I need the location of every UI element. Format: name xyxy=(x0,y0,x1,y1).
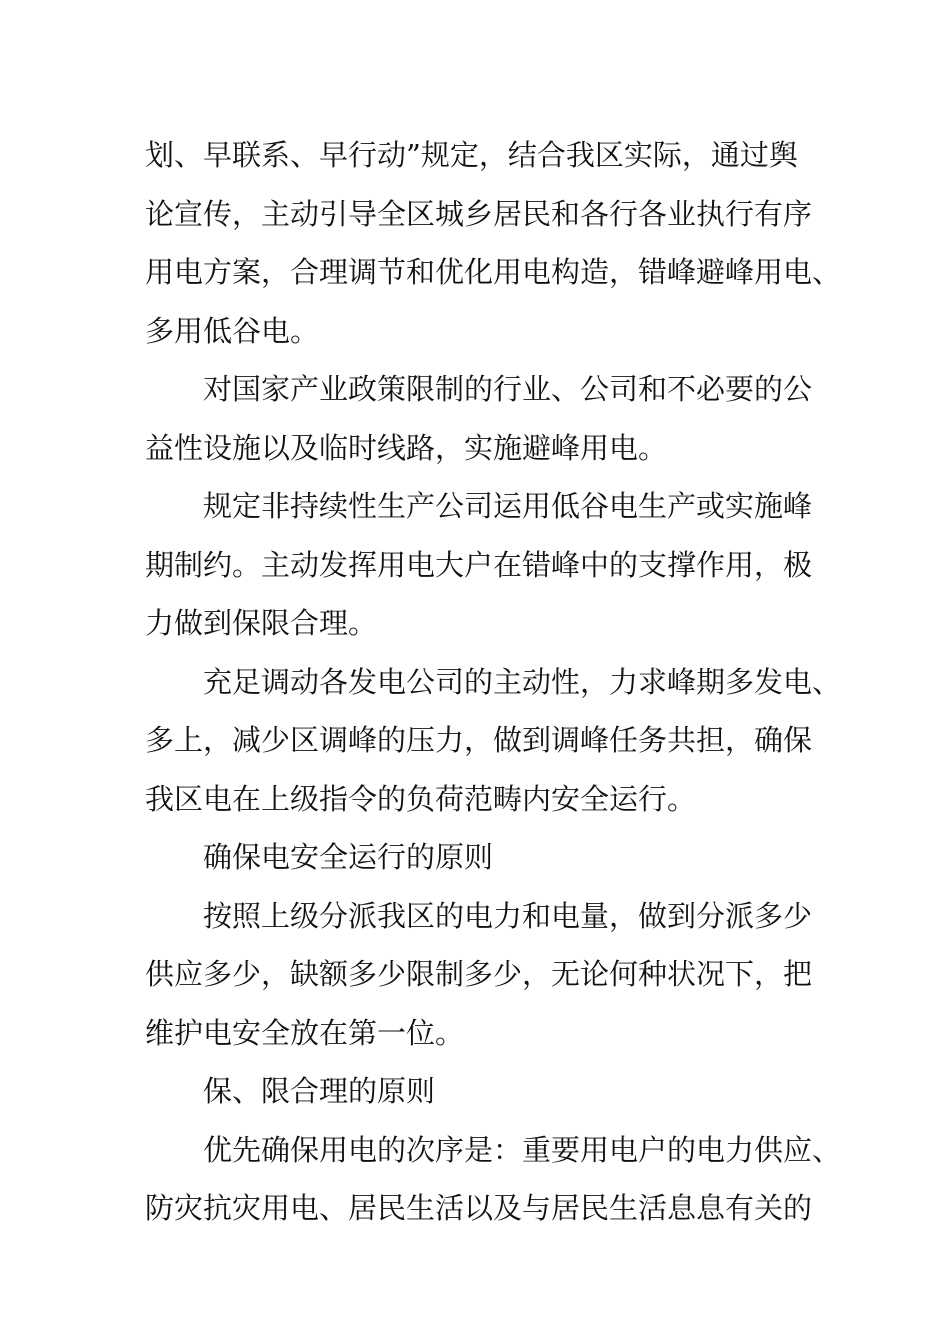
paragraph-start-line: 优先确保用电的次序是：重要用电户的电力供应、 xyxy=(203,1132,842,1167)
text-line: 防灾抗灾用电、居民生活以及与居民生活息息有关的 xyxy=(145,1191,813,1225)
section-heading: 保、限合理的原则 xyxy=(203,1074,436,1108)
section-heading: 确保电安全运行的原则 xyxy=(203,840,494,874)
paragraph-start-line: 对国家产业政策限制的行业、公司和不必要的公 xyxy=(203,372,813,406)
paragraph-start-line: 充足调动各发电公司的主动性，力求峰期多发电、 xyxy=(203,664,842,699)
text-line: 多用低谷电。 xyxy=(145,313,320,348)
paragraph-start-line: 规定非持续性生产公司运用低谷电生产或实施峰 xyxy=(203,489,813,523)
text-line: 期制约。主动发挥用电大户在错峰中的支撑作用，极 xyxy=(145,547,813,582)
text-line: 论宣传，主动引导全区城乡居民和各行各业执行有序 xyxy=(145,196,813,231)
text-line: 供应多少，缺额多少限制多少，无论何种状况下，把 xyxy=(145,957,813,991)
text-line: 维护电安全放在第一位。 xyxy=(145,1015,465,1050)
text-line: 划、早联系、早行动”规定，结合我区实际，通过舆 xyxy=(145,138,798,172)
text-line: 我区电在上级指令的负荷范畴内安全运行。 xyxy=(145,781,697,816)
paragraph-start-line: 按照上级分派我区的电力和电量，做到分派多少 xyxy=(203,898,813,933)
text-line: 多上，减少区调峰的压力，做到调峰任务共担，确保 xyxy=(145,723,813,757)
text-line: 力做到保限合理。 xyxy=(145,606,378,640)
text-line: 用电方案，合理调节和优化用电构造，错峰避峰用电、 xyxy=(145,255,842,289)
document-body xyxy=(145,126,842,1238)
text-line: 益性设施以及临时线路，实施避峰用电。 xyxy=(145,430,668,465)
